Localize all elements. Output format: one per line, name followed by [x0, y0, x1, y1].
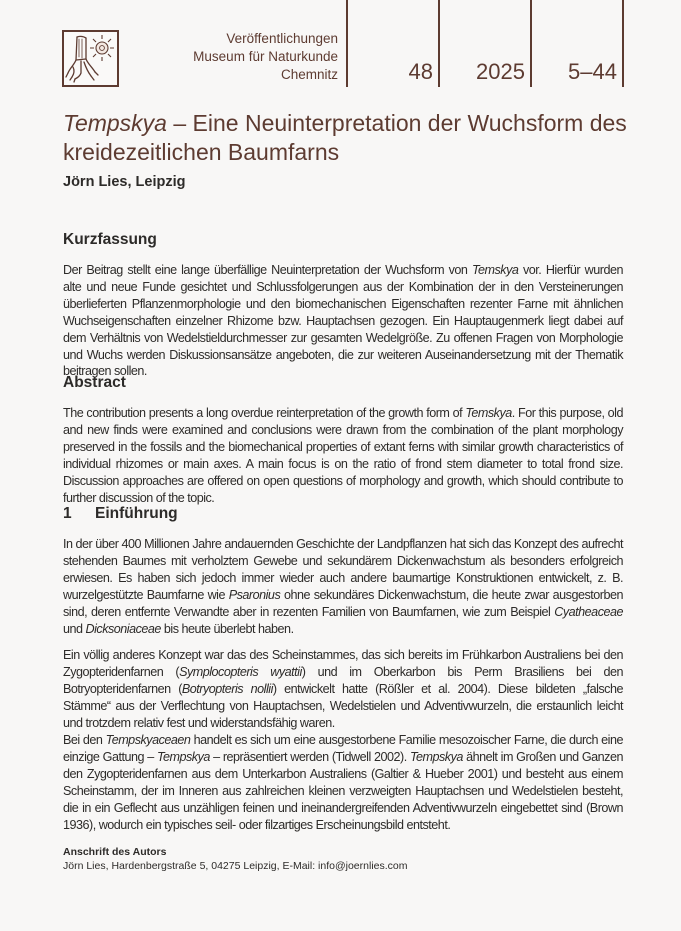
publication-line-2: Museum für Naturkunde — [193, 49, 338, 64]
header-publication-cell — [0, 0, 348, 87]
kurzfassung-paragraph: Der Beitrag stellt eine lange überfällige Neuinterpretation der Wuchsform von Temskya vor. Hierfür wurden alte und neue Funde gesichtet und Schlussfolgerungen aus der Kombination der in den Versteinerungen überlieferten Pflanzenmorphologie und den biomechanischen Eigenschaften rezenter Farne mit ähnlichen Wuchseigenschaften einzelner Rhizome bzw. Hauptachsen gezogen. Ein Hauptaugenmerk liegt dabei auf dem Verhältnis von Wedelstieldurchmesser zur gesamten Wedelgröße. Zu offenen Fragen von Morphologie und Wuchs werden Diskussionsansätze angeboten, die zur weiteren Auseinandersetzung mit der Thematik beitragen sollen. — [63, 263, 623, 379]
section-kurzfassung — [63, 231, 623, 380]
einfuehrung-heading — [63, 505, 623, 523]
publication-line-1: Veröffentlichungen — [226, 31, 338, 46]
title-block — [63, 109, 628, 167]
section-einfuehrung — [63, 505, 623, 833]
volume-number: 48 — [348, 0, 440, 87]
article-title: Tempskya – Eine Neuinterpretation der Wuchsform des kreidezeitlichen Baumfarns — [63, 110, 627, 165]
section-abstract — [63, 374, 623, 506]
kurzfassung-heading: Kurzfassung — [63, 231, 157, 248]
footer-heading: Anschrift des Autors — [63, 846, 167, 858]
einfuehrung-paragraph-1: In der über 400 Millionen Jahre andauernden Geschichte der Landpflanzen hat sich das Konzept des aufrecht stehenden Baumes mit verholztem Gewebe und sekundärem Dickenwachstum als besonders erfolgreich erwiesen. Es haben sich jedoch immer wieder auch andere baumartige Konstruktionen entwickelt, z. B. wurzelgestützte Baumfarne wie Psaronius ohne sekundäres Dickenwachstum, die heute zwar ausgestorben sind, deren entfernte Verwandte aber in rezenten Familien von Baumfarnen, wie zum Beispiel Cyatheaceae und Dicksoniaceae bis heute überlebt haben. — [63, 537, 623, 636]
author-line: Jörn Lies, Leipzig — [63, 174, 186, 190]
tree-stump-fossil-icon — [64, 32, 117, 85]
section-number: 1 — [63, 505, 72, 522]
author-address-footer — [63, 845, 623, 873]
einfuehrung-paragraph-3: Bei den Tempskyaceaen handelt es sich um eine ausgestorbene Familie mesozoischer Farne, die durch eine einzige Gattung – Tempskya – repräsentiert werden (Tidwell 2002). Tempskya ähnelt im Großen und Ganzen den Zygopteridenfarnen aus dem Unterkarbon Australiens (Galtier & Hueber 2001) und besteht aus einem Scheinstamm, der im Inneren aus zahlreichen kleinen verzweigten Hauptachsen und Wedelstielen besteht, die in ein Geflecht aus unzähligen feinen und ineinandergreifenden Adventivwurzeln eingebettet sind (Brown 1936), wodurch ein typisches seil- oder filzartiges Erscheinungsbild entsteht. — [63, 732, 623, 832]
abstract-heading: Abstract — [63, 374, 126, 391]
page-range: 5–44 — [532, 0, 624, 87]
journal-header — [0, 0, 624, 87]
einfuehrung-paragraph-2: Ein völlig anderes Konzept war das des Scheinstammes, das sich bereits im Frühkarbon Australiens bei den Zygopteridenfarnen (Symplocopteris wyattii) und im Oberkarbon bis Perm Brasiliens bei den Botryopteridenfarnen (Botryopteris nollii) entwickelt hatte (Rößler et al. 2004). Diese bildeten „falsche Stämme“ aus der Verflechtung von Hauptachsen, Wedelstielen und Adventivwurzeln, die erstaunlich leicht und trotzdem relativ fest und widerstandsfähig waren. — [63, 648, 623, 731]
museum-logo — [62, 30, 119, 87]
abstract-paragraph: The contribution presents a long overdue reinterpretation of the growth form of Temskya. For this purpose, old and new finds were examined and conclusions were drawn from the combination of the plant morphology preserved in the fossils and the biomechanical properties of extant ferns with similar growth characteristics of individual rhizomes or main axes. A main focus is on the ratio of frond stem diameter to total frond size. Discussion approaches are offered on open questions of morphology and growth, which should contribute to further discussion of the topic. — [63, 406, 623, 505]
publication-year: 2025 — [440, 0, 532, 87]
footer-address: Jörn Lies, Hardenbergstraße 5, 04275 Leipzig, E-Mail: info@joernlies.com — [63, 860, 408, 872]
publication-name — [193, 30, 346, 87]
publication-line-3: Chemnitz — [280, 67, 338, 82]
section-title: Einführung — [95, 505, 178, 522]
